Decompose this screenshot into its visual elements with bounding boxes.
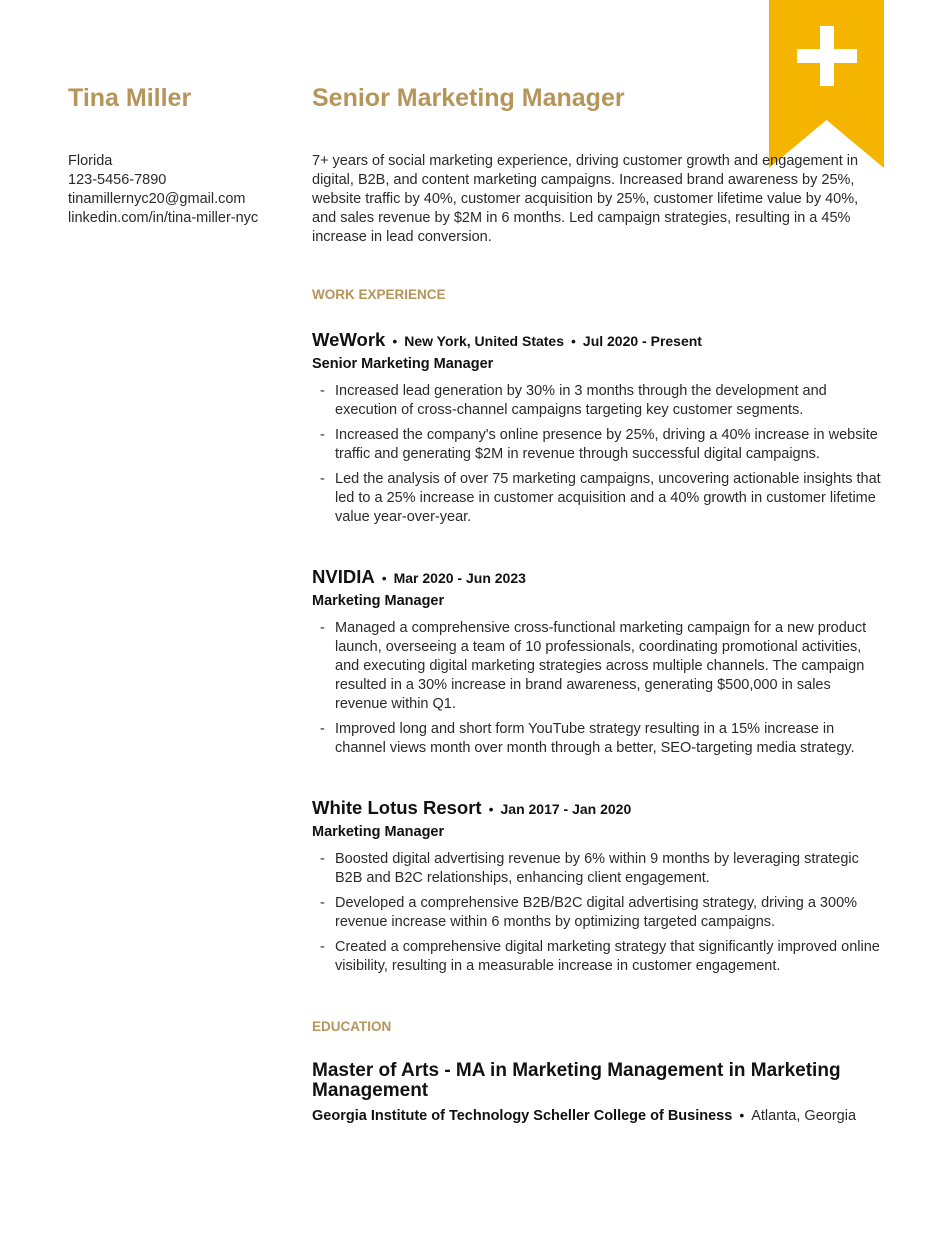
job-role: Senior Marketing Manager [312,356,494,372]
contact-location: Florida [68,153,113,169]
bullet-item: - Developed a comprehensive B2B/B2C digital advertising strategy, driving a 300% revenue increase within 6 months by optimizing targeted campaigns. [320,895,858,930]
job-dates: Jan 2017 - Jan 2020 [500,801,632,817]
education-school [312,1106,856,1126]
contact-linkedin: linkedin.com/in/tina-miller-nyc [68,210,259,226]
bullet-item: - Created a comprehensive digital marketing strategy that significantly improved online visibility, resulting in a measurable increase in customer engagement. [320,939,880,974]
job-bullets [312,382,887,527]
job-role: Marketing Manager [312,824,445,840]
job-company: WeWork [312,329,386,350]
candidate-name: Tina Miller [68,84,192,112]
job-bullets [312,850,887,976]
bullet-text: Increased lead generation by 30% in 3 months through the development and execution of cross-channel campaigns targeting key customer segments. [335,383,827,418]
education-degree: Master of Arts - MA in Marketing Management in Marketing Management [312,1060,841,1101]
separator-dot: • [739,1107,745,1123]
bullet-text: Improved long and short form YouTube strategy resulting in a 15% increase in channel views month over month through a better, SEO-targeting media strategy. [335,721,855,756]
education-heading: EDUCATION [312,1019,392,1034]
job-entry [312,796,887,982]
job-dates: Mar 2020 - Jun 2023 [393,570,526,586]
job-header [312,796,887,822]
job-dates: Jul 2020 - Present [582,333,702,349]
job-entry [312,565,887,764]
contact-phone: 123-5456-7890 [68,172,167,188]
job-bullets [312,619,887,758]
resume-headline: Senior Marketing Manager [312,84,625,112]
job-location: New York, United States [404,333,564,349]
education-institution: Georgia Institute of Technology Scheller College of Business [312,1108,733,1124]
bullet-item: - Improved long and short form YouTube strategy resulting in a 15% increase in channel views month over month through a better, SEO-targeting media strategy. [320,721,855,756]
bullet-text: Led the analysis of over 75 marketing campaigns, uncovering actionable insights that led to a 25% increase in customer acquisition and a 40% growth in customer lifetime value year-over-year. [335,471,881,525]
contact-email: tinamillernyc20@gmail.com [68,191,246,207]
bullet-item: - Boosted digital advertising revenue by 6% within 9 months by leveraging strategic B2B and B2C relationships, enhancing client engagement. [320,851,859,886]
bullet-text: Boosted digital advertising revenue by 6% within 9 months by leveraging strategic B2B and B2C relationships, enhancing client engagement. [335,851,859,886]
job-header [312,565,887,591]
bullet-item: - Increased lead generation by 30% in 3 months through the development and execution of cross-channel campaigns targeting key customer segments. [320,383,827,418]
separator-dot: • [571,333,576,349]
premium-ribbon-badge [769,0,884,168]
separator-dot: • [392,333,398,349]
bullet-text: Managed a comprehensive cross-functional marketing campaign for a new product launch, overseeing a team of 10 professionals, coordinating promotional activities, and executing digital marketing strategies across multiple channels. The campaign resulted in a 30% increase in brand awareness, generating $500,000 in sales revenue within Q1. [335,620,867,712]
bullet-item: - Managed a comprehensive cross-functional marketing campaign for a new product launch, overseeing a team of 10 professionals, coordinating promotional activities, and executing digital marketing strategies across multiple channels. The campaign resulted in a 30% increase in brand awareness, generating $500,000 in sales revenue within Q1. [320,620,867,712]
bullet-text: Developed a comprehensive B2B/B2C digital advertising strategy, driving a 300% revenue increase within 6 months by optimizing targeted campaigns. [335,895,858,930]
work-experience-heading: WORK EXPERIENCE [312,287,446,302]
education-location: Atlanta, Georgia [751,1108,857,1124]
professional-summary: 7+ years of social marketing experience, driving customer growth and engagement in digital, B2B, and content marketing campaigns. Increased brand awareness by 25%, website traffic by 40%, customer acquisition by 25%, customer lifetime value by 40%, and sales revenue by $2M in 6 months. Led campaign strategies, resulting in a 45% increase in lead conversion. [312,153,859,245]
separator-dot: • [381,570,387,586]
bullet-text: Created a comprehensive digital marketing strategy that significantly improved online visibility, resulting in a measurable increase in customer engagement. [335,939,880,974]
bullet-item: - Increased the company's online presence by 25%, driving a 40% increase in website traffic and generating $2M in revenue through successful digital campaigns. [320,427,878,462]
bullet-text: Increased the company's online presence by 25%, driving a 40% increase in website traffic and generating $2M in revenue through successful digital campaigns. [335,427,878,462]
separator-dot: • [488,801,494,817]
job-company: White Lotus Resort [312,797,482,818]
contact-info [68,152,258,228]
job-header [312,328,887,354]
bullet-item: - Led the analysis of over 75 marketing campaigns, uncovering actionable insights that led to a 25% increase in customer acquisition and a 40% growth in customer lifetime value year-over-year. [320,471,881,525]
job-entry [312,328,887,533]
job-company: NVIDIA [312,566,375,587]
job-role: Marketing Manager [312,593,445,609]
